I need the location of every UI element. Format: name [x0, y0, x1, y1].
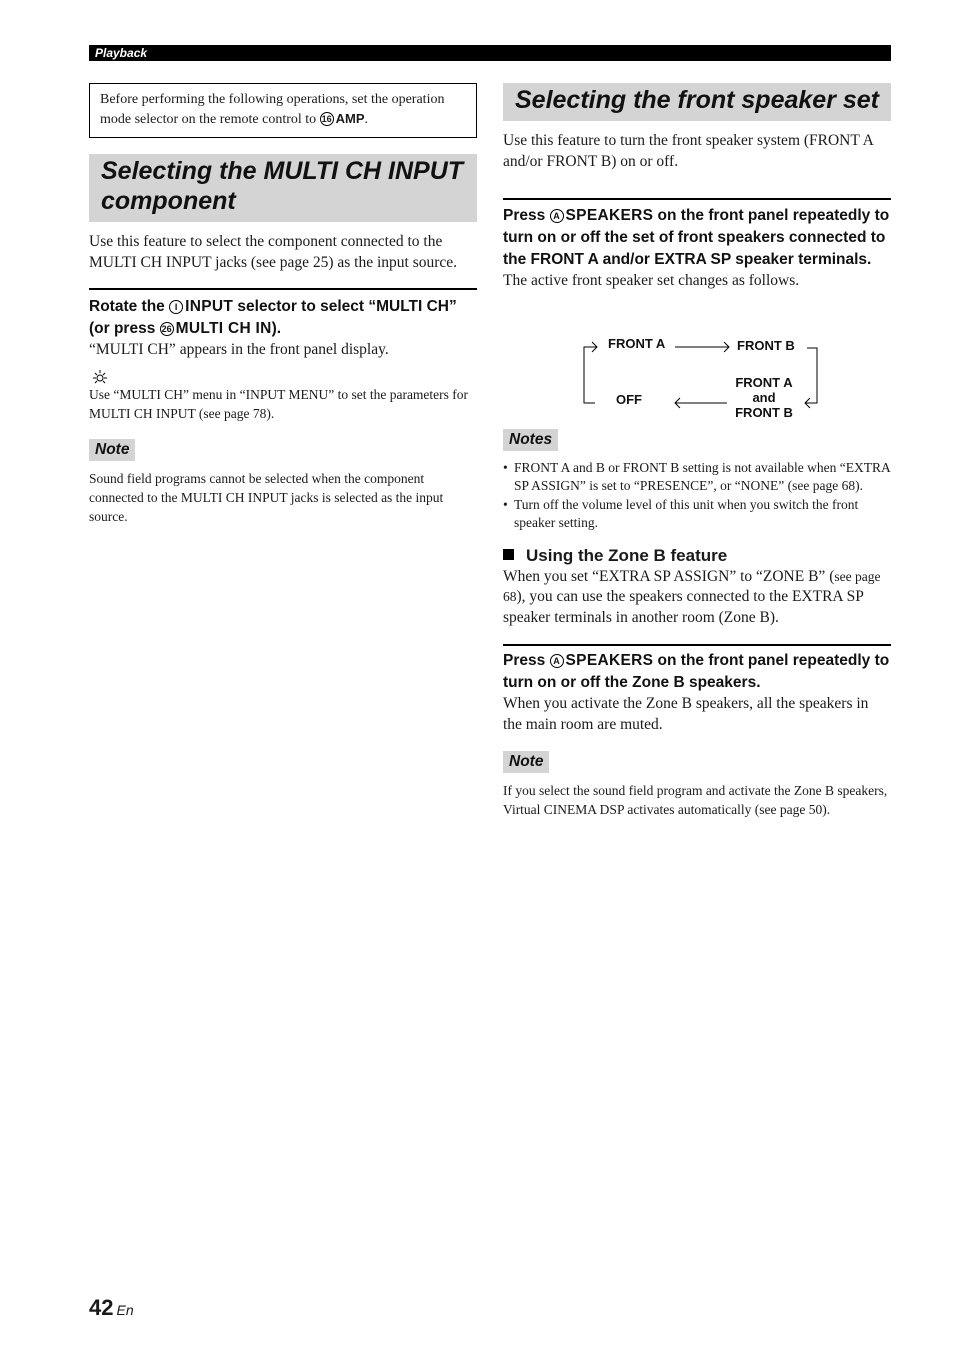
list-item: • Turn off the volume level of this unit when you switch the front speaker setting.	[503, 496, 891, 533]
front-speaker-intro: Use this feature to turn the front speaker system (FRONT A and/or FRONT B) on or off.	[503, 132, 873, 170]
notice-text: Before performing the following operations, set the operation mode selector on the remote control to	[100, 92, 445, 127]
header-section-label: Playback	[95, 46, 148, 60]
operation-mode-notice	[89, 83, 477, 138]
section-title-multi-ch: Selecting the MULTI CH INPUT component	[89, 154, 477, 222]
tip-text: Use “MULTI CH” menu in “INPUT MENU” to set the parameters for MULTI CH INPUT (see page 78).	[89, 386, 469, 421]
left-column	[89, 83, 477, 526]
zone-b-step-result: When you activate the Zone B speakers, all the speakers in the main room are muted.	[503, 695, 869, 733]
right-column	[503, 83, 891, 819]
speakers-key-label: SPEAKERS	[565, 207, 654, 224]
state-front-b: FRONT B	[737, 338, 795, 353]
speakers-key-icon: A	[550, 209, 564, 223]
tip-lightbulb-icon	[89, 369, 111, 385]
note-text: If you select the sound field program and activate the Zone B speakers, Virtual CINEMA DSP activates automatically (see page 50).	[503, 783, 888, 817]
note-label: Note	[503, 751, 549, 773]
section-title-front-speaker: Selecting the front speaker set	[503, 83, 891, 121]
multi-ch-in-key-label: MULTI CH IN	[175, 320, 272, 337]
multi-ch-intro: Use this feature to select the component connected to the MULTI CH INPUT jacks (see page 25) as the input source.	[89, 233, 458, 271]
notice-text-end: .	[364, 112, 369, 127]
speakers-step-heading: Press A SPEAKERS on the front panel repeatedly to turn on or off the set of front speakers connected to the FRONT A and/or EXTRA SP speaker terminals.	[503, 207, 890, 268]
note-text: Sound field programs cannot be selected when the component connected to the MULTI CH INPUT jacks is selected as the input source.	[89, 470, 444, 524]
state-off: OFF	[616, 392, 642, 407]
speakers-key-label: SPEAKERS	[565, 652, 654, 669]
multi-ch-step-result: “MULTI CH” appears in the front panel display.	[89, 341, 389, 358]
amp-key-label: AMP	[335, 111, 365, 126]
multi-ch-in-key-icon: 26	[161, 324, 172, 334]
notes-list	[503, 459, 891, 533]
zone-b-step-heading: Press A SPEAKERS on the front panel repeatedly to turn on or off the Zone B speakers.	[503, 652, 890, 691]
zone-b-intro: When you set “EXTRA SP ASSIGN” to “ZONE B” (see page 68), you can use the speakers connected to the EXTRA SP speaker terminals in another room (Zone B).	[503, 567, 881, 626]
note-label: Note	[89, 439, 135, 461]
input-key-label: INPUT	[185, 298, 234, 315]
header-bar	[89, 45, 891, 61]
page-number: 42 En	[89, 1295, 134, 1320]
speakers-key-icon: A	[550, 654, 564, 668]
state-front-a-and-b: FRONT A and FRONT B	[735, 375, 793, 420]
speakers-step-result: The active front speaker set changes as follows.	[503, 272, 800, 289]
speaker-cycle-diagram	[575, 333, 835, 428]
zone-b-heading: Using the Zone B feature	[503, 545, 891, 567]
key-number-icon: 16	[321, 114, 332, 124]
list-item: • FRONT A and B or FRONT B setting is not available when “EXTRA SP ASSIGN” is set to “PRESENCE”, or “NONE” (see page 68).	[503, 459, 891, 496]
state-front-a: FRONT A	[608, 336, 666, 351]
square-bullet-icon	[503, 549, 514, 560]
input-key-icon: I	[169, 300, 183, 314]
multi-ch-step-heading: Rotate the I INPUT selector to select “MULTI CH” (or press 26 MULTI CH IN).	[89, 298, 457, 337]
notes-label: Notes	[503, 429, 558, 451]
